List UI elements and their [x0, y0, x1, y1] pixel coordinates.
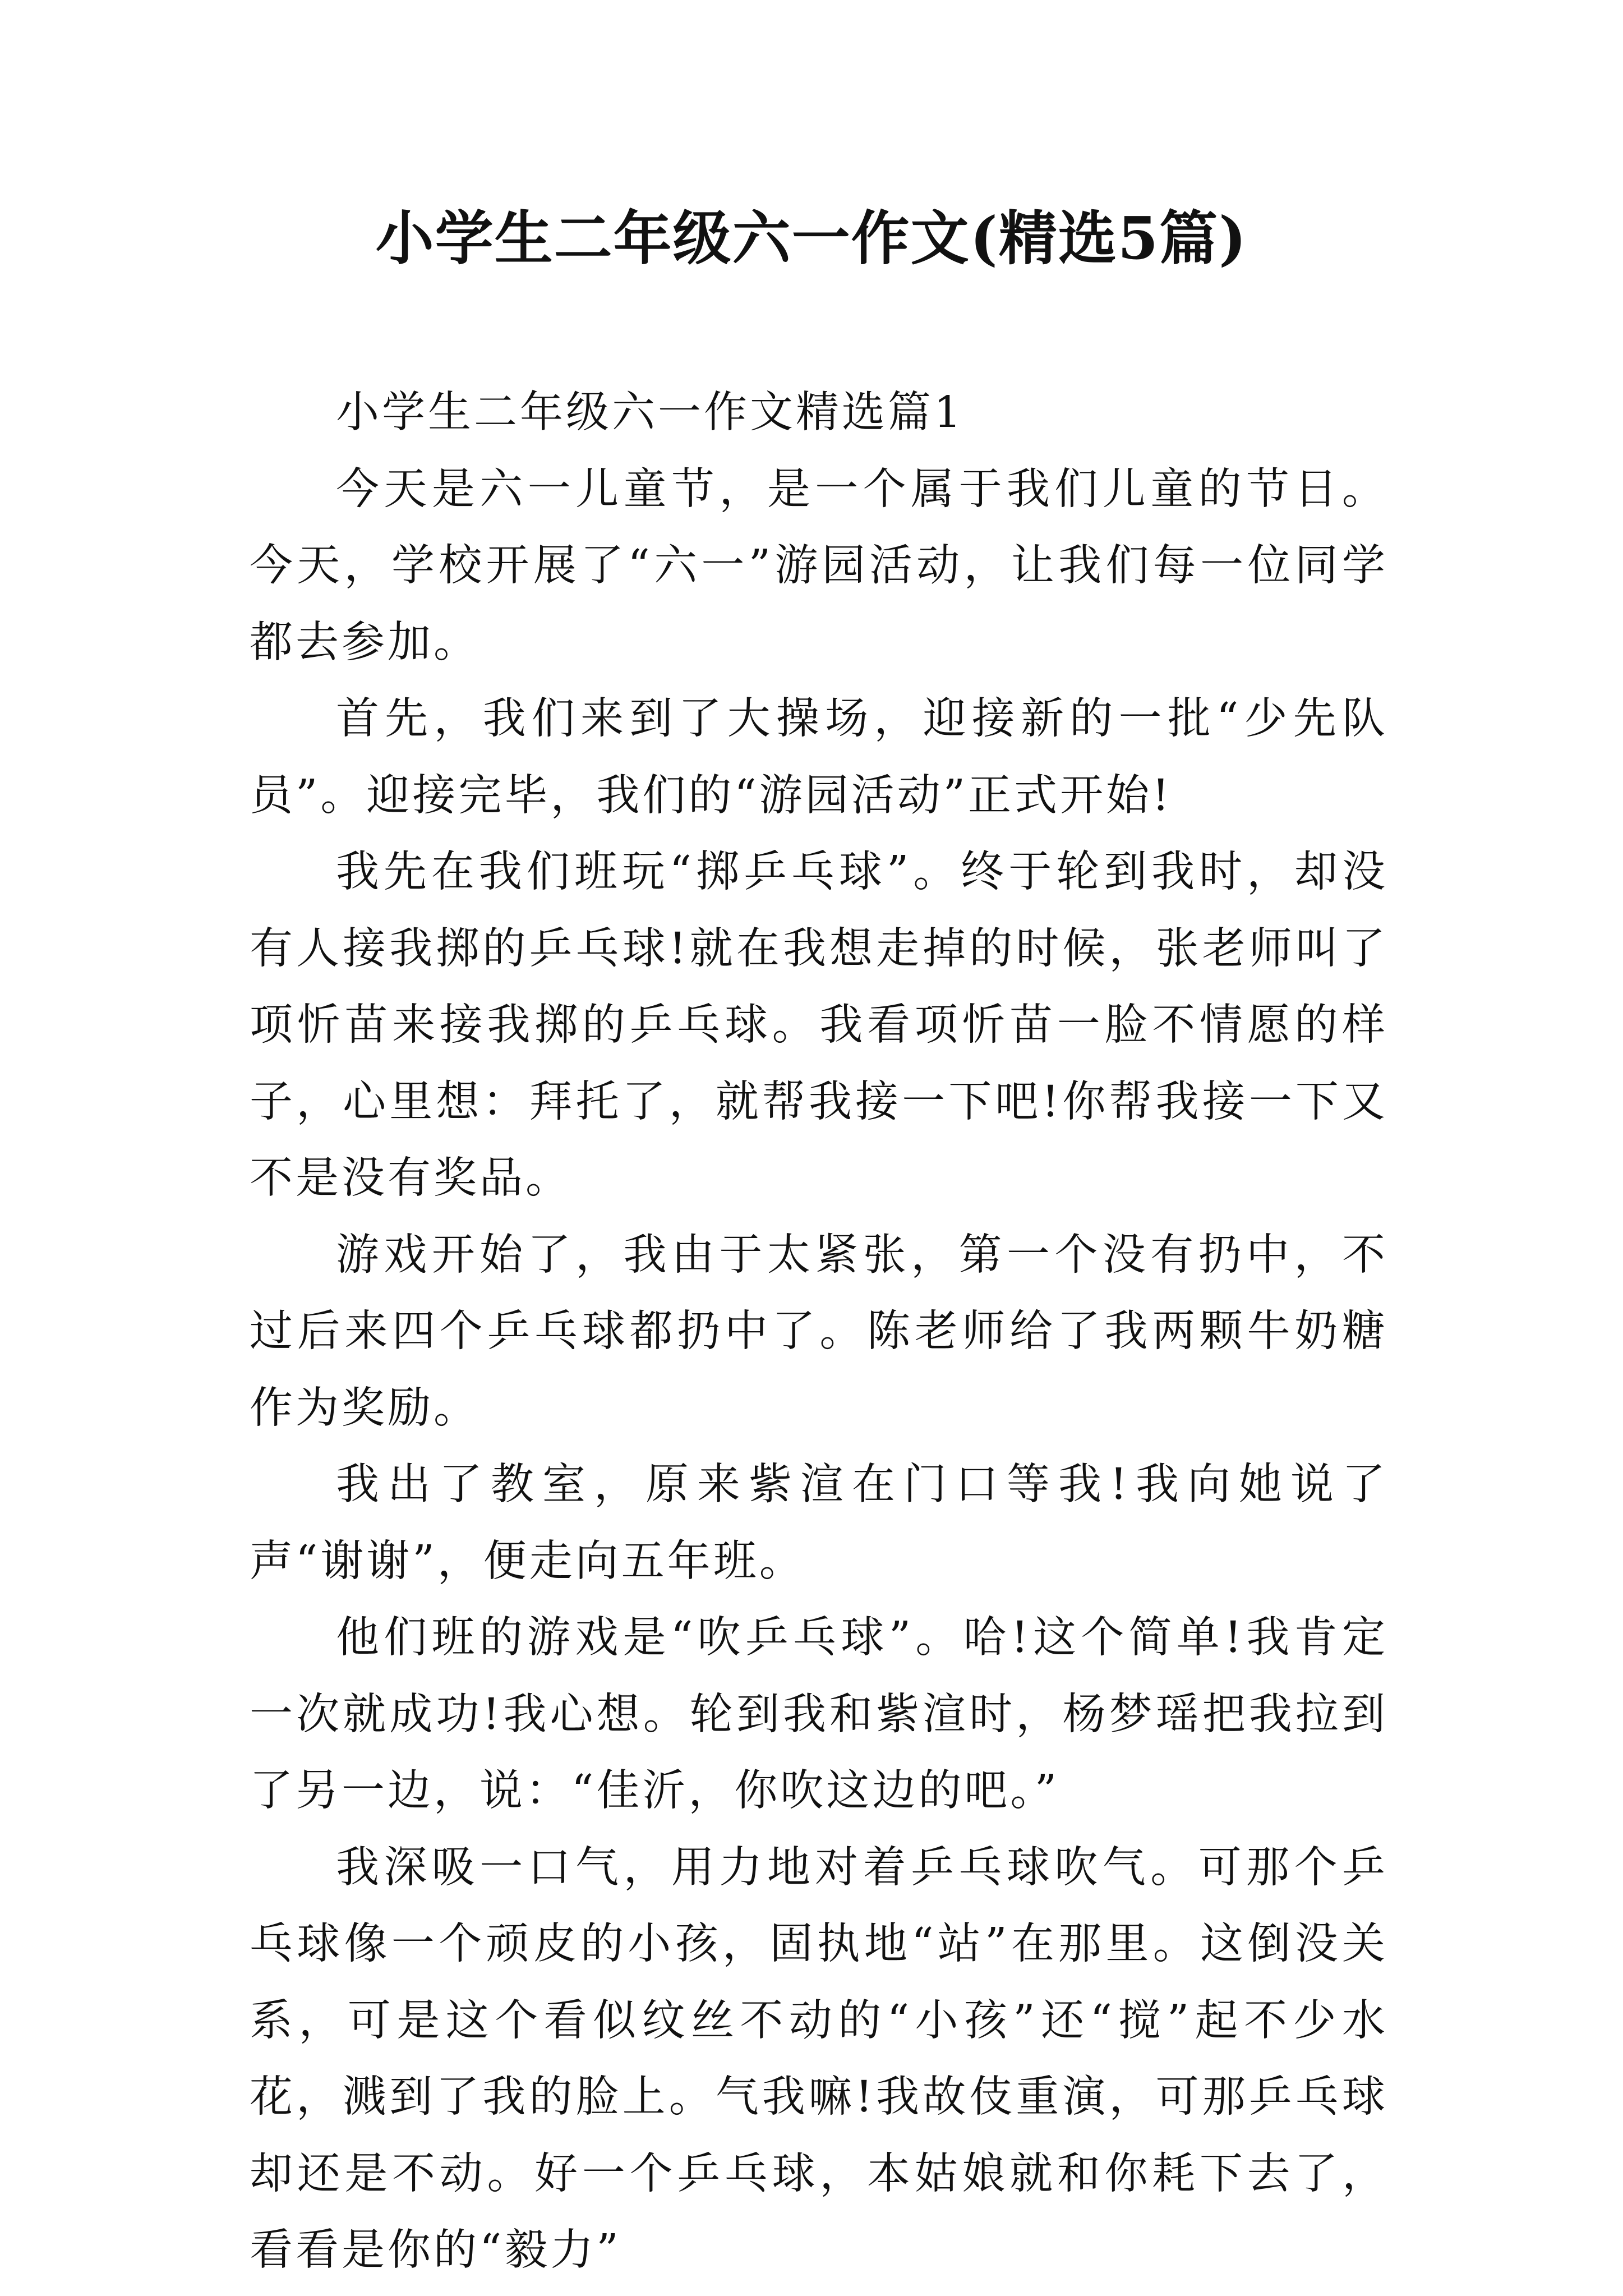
document-title: 小学生二年级六一作文(精选5篇) [375, 204, 1248, 273]
paragraph: 首先，我们来到了大操场，迎接新的一批“少先队员”。迎接完毕，我们的“游园活动”正式开始! [250, 694, 1388, 821]
paragraph: 我深吸一口气，用力地对着乒乓球吹气。可那个乒乓球像一个顽皮的小孩，固执地“站”在那里。这倒没关系，可是这个看似纹丝不动的“小孩”还“搅”起不少水花，溅到了我的脸上。气我嘛!我故伎重演，可那乒乓球却还是不动。好一个乒乓球，本姑娘就和你耗下去了，看看是你的“毅力” [250, 1842, 1388, 2275]
document-body [250, 375, 1388, 2289]
paragraph: 今天是六一儿童节，是一个属于我们儿童的节日。今天，学校开展了“六一”游园活动，让我们每一位同学都去参加。 [250, 464, 1388, 668]
paragraph: 我先在我们班玩“掷乒乓球”。终于轮到我时，却没有人接我掷的乒乓球!就在我想走掉的时候，张老师叫了项忻苗来接我掷的乒乓球。我看项忻苗一脸不情愿的样子，心里想：拜托了，就帮我接一下吧!你帮我接一下又不是没有奖品。 [250, 847, 1388, 1203]
paragraph: 游戏开始了，我由于太紧张，第一个没有扔中，不过后来四个乒乓球都扔中了。陈老师给了我两颗牛奶糖作为奖励。 [250, 1230, 1388, 1433]
paragraph: 我出了教室，原来紫渲在门口等我!我向她说了声“谢谢”，便走向五年班。 [250, 1460, 1388, 1586]
section-heading: 小学生二年级六一作文精选篇1 [336, 388, 964, 438]
paragraph: 他们班的游戏是“吹乒乓球”。哈!这个简单!我肯定一次就成功!我心想。轮到我和紫渲时，杨梦瑶把我拉到了另一边，说：“佳沂，你吹这边的吧。” [250, 1613, 1388, 1816]
